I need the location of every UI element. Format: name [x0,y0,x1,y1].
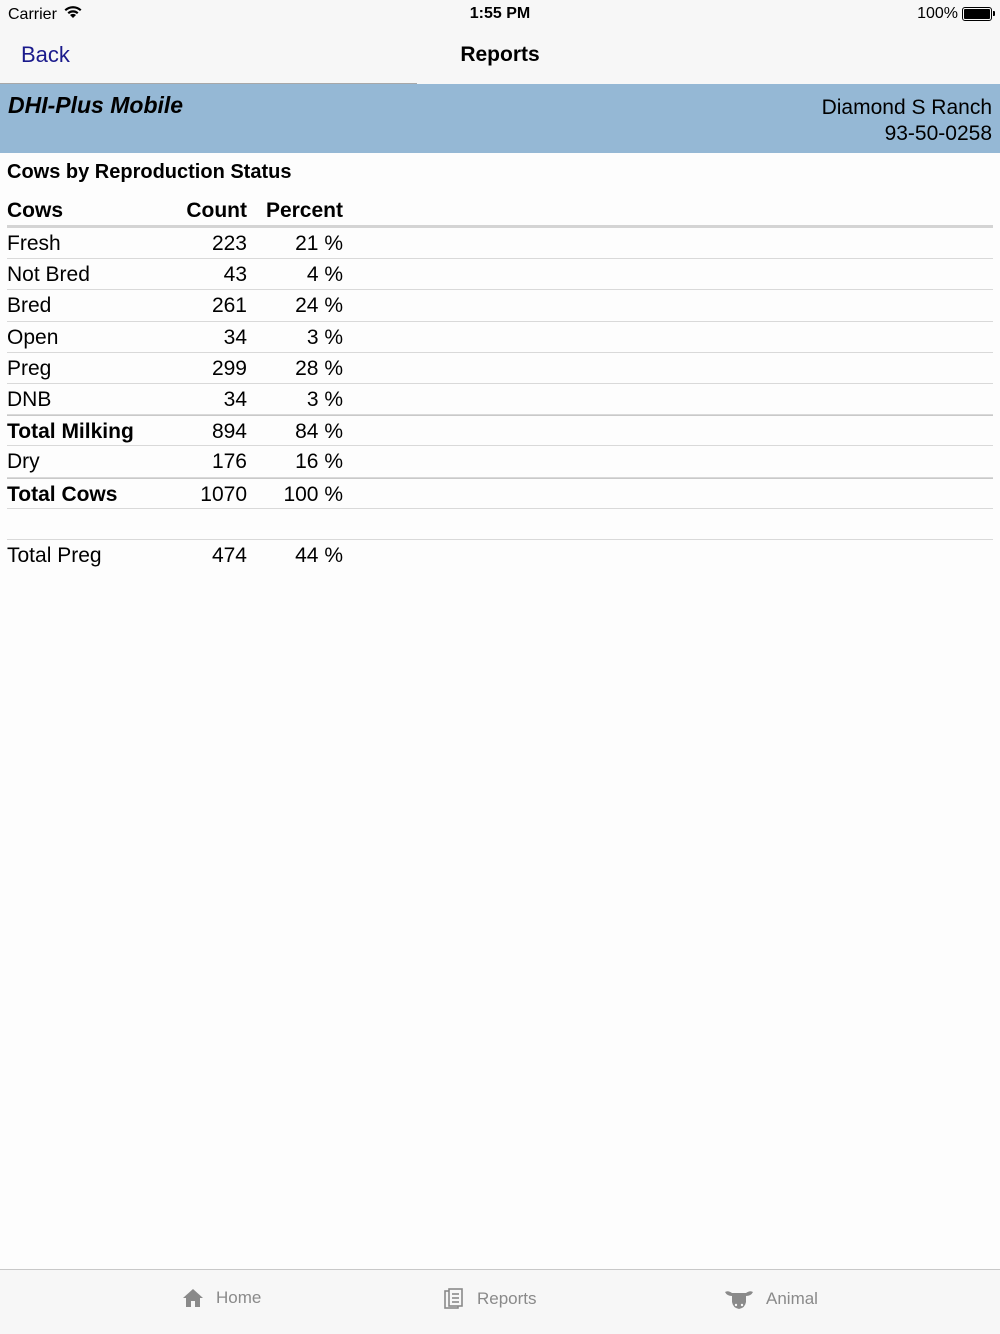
tab-home[interactable] [182,1288,261,1308]
row-percent: 28 % [295,356,343,380]
carrier-label: Carrier [8,5,57,23]
battery-icon [962,7,992,21]
battery-indicator [917,5,992,23]
row-percent: 100 % [283,482,343,506]
header-count: Count [186,199,247,222]
row-label: Dry [7,450,40,474]
row-count: 43 [223,263,247,287]
ranch-info [822,95,992,147]
table-row [7,259,993,290]
row-count: 34 [223,325,247,349]
row-label: Total Cows [7,482,118,506]
table-row [7,446,993,477]
tab-reports[interactable] [443,1288,537,1310]
reports-icon [443,1288,465,1310]
report-table [7,195,993,571]
tab-home-label: Home [216,1288,262,1307]
table-spacer-row [7,509,993,541]
row-count: 223 [211,232,247,255]
row-label: Bred [7,294,52,318]
report-banner [0,84,1000,153]
battery-percent: 100% [917,5,958,22]
back-button[interactable]: Back [21,42,70,67]
page-title: Reports [460,43,540,66]
row-percent: 3 % [306,325,343,349]
table-row [7,384,993,415]
row-percent: 3 % [306,387,343,411]
table-row-total-cows [7,478,993,509]
row-count: 34 [223,387,247,411]
row-percent: 4 % [306,263,343,287]
row-count: 1070 [200,482,247,506]
tab-animal-label: Animal [766,1289,818,1308]
table-row [7,353,993,384]
row-count: 176 [211,450,247,474]
clock: 1:55 PM [469,5,531,22]
row-label: DNB [7,387,52,411]
row-label: Total Milking [7,420,134,444]
row-percent: 21 % [295,232,343,255]
row-count: 261 [211,294,247,318]
tab-reports-label: Reports [477,1289,537,1308]
row-count: 474 [211,544,247,568]
row-percent: 24 % [295,294,343,318]
row-count: 894 [211,420,247,444]
row-percent: 44 % [295,544,343,568]
row-label: Not Bred [7,263,90,287]
tab-bar [0,1269,1000,1334]
row-label: Total Preg [7,544,102,568]
row-label: Open [7,325,59,349]
row-label: Preg [7,356,52,380]
row-percent: 84 % [295,420,343,444]
table-row-total-milking [7,415,993,446]
table-header [7,195,993,228]
tab-animal[interactable] [724,1288,818,1310]
table-row-total-preg [7,540,993,571]
row-count: 299 [211,356,247,380]
app-name: DHI-Plus Mobile [8,92,184,118]
table-row [7,290,993,321]
row-percent: 16 % [295,450,343,474]
table-row [7,322,993,353]
ranch-name: Diamond S Ranch [821,96,992,119]
header-percent: Percent [265,199,343,222]
row-label: Fresh [7,232,61,255]
home-icon [182,1288,204,1308]
cow-icon [724,1288,754,1310]
report-title: Cows by Reproduction Status [7,161,292,183]
navigation-bar [0,28,1000,84]
table-row [7,228,993,259]
header-cows: Cows [7,199,64,222]
status-bar [0,0,1000,28]
herd-code: 93-50-0258 [884,122,992,145]
